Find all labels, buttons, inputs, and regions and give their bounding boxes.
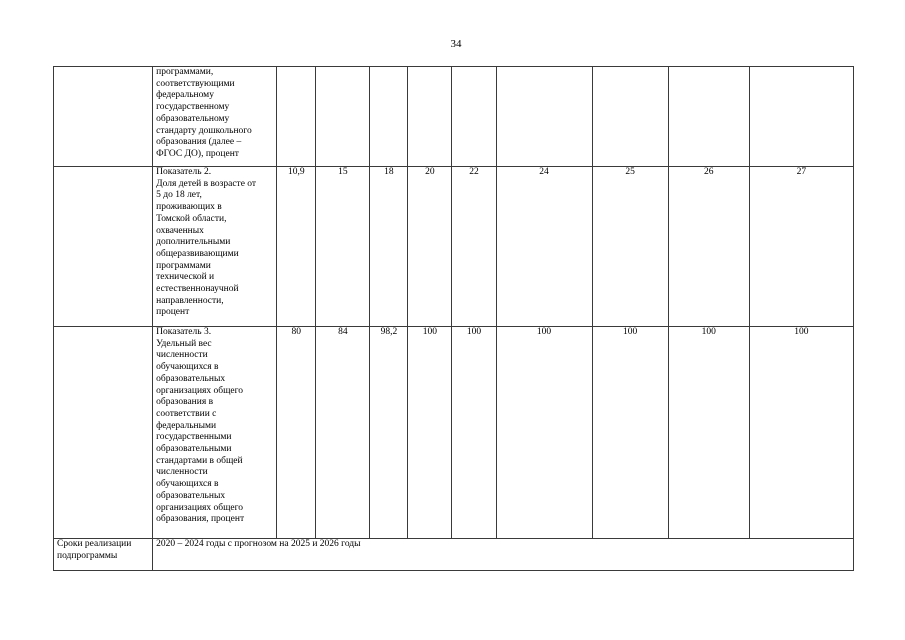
value-cell	[316, 67, 370, 167]
value-cell: 26	[668, 167, 749, 327]
indicator-label: Показатель 3. Удельный вес численности обучающихся в образовательных организациях общего образования в соответствии с федеральными государственными образовательными стандартами в общей численности обучающихся в образовательных организациях общего образования, процент	[153, 327, 277, 539]
value-cell: 80	[277, 327, 316, 539]
value-cell	[370, 67, 408, 167]
implementation-period-value: 2020 – 2024 годы с прогнозом на 2025 и 2026 годы	[153, 539, 854, 571]
value-cell	[592, 67, 668, 167]
value-cell	[408, 67, 452, 167]
value-cell: 24	[496, 167, 592, 327]
value-cell: 100	[749, 327, 853, 539]
page-number: 34	[450, 38, 462, 50]
value-cell	[452, 67, 496, 167]
indicator-label: Показатель 2. Доля детей в возрасте от 5 до 18 лет, проживающих в Томской области, охваченных дополнительными общеразвивающими программами технической и естественнонаучной направленности, процент	[153, 167, 277, 327]
value-cell: 84	[316, 327, 370, 539]
value-cell: 15	[316, 167, 370, 327]
value-cell	[668, 67, 749, 167]
value-cell: 27	[749, 167, 853, 327]
table-row	[54, 539, 854, 571]
value-cell	[749, 67, 853, 167]
value-cell: 10,9	[277, 167, 316, 327]
value-cell: 25	[592, 167, 668, 327]
value-cell: 100	[452, 327, 496, 539]
implementation-period-label: Сроки реализации подпрограммы	[54, 539, 153, 571]
empty-cell	[54, 167, 153, 327]
value-cell	[277, 67, 316, 167]
value-cell: 100	[496, 327, 592, 539]
table-row	[54, 167, 854, 327]
value-cell: 98,2	[370, 327, 408, 539]
table-row	[54, 327, 854, 539]
empty-cell	[54, 327, 153, 539]
empty-cell	[54, 67, 153, 167]
value-cell: 100	[668, 327, 749, 539]
value-cell: 100	[592, 327, 668, 539]
value-cell: 20	[408, 167, 452, 327]
table-row	[54, 67, 854, 167]
indicator-label: программами, соответствующими федеральному государственному образовательному стандарту дошкольного образования (далее – ФГОС ДО), процент	[153, 67, 277, 167]
value-cell: 100	[408, 327, 452, 539]
value-cell	[496, 67, 592, 167]
value-cell: 18	[370, 167, 408, 327]
value-cell: 22	[452, 167, 496, 327]
indicators-table	[53, 66, 854, 571]
